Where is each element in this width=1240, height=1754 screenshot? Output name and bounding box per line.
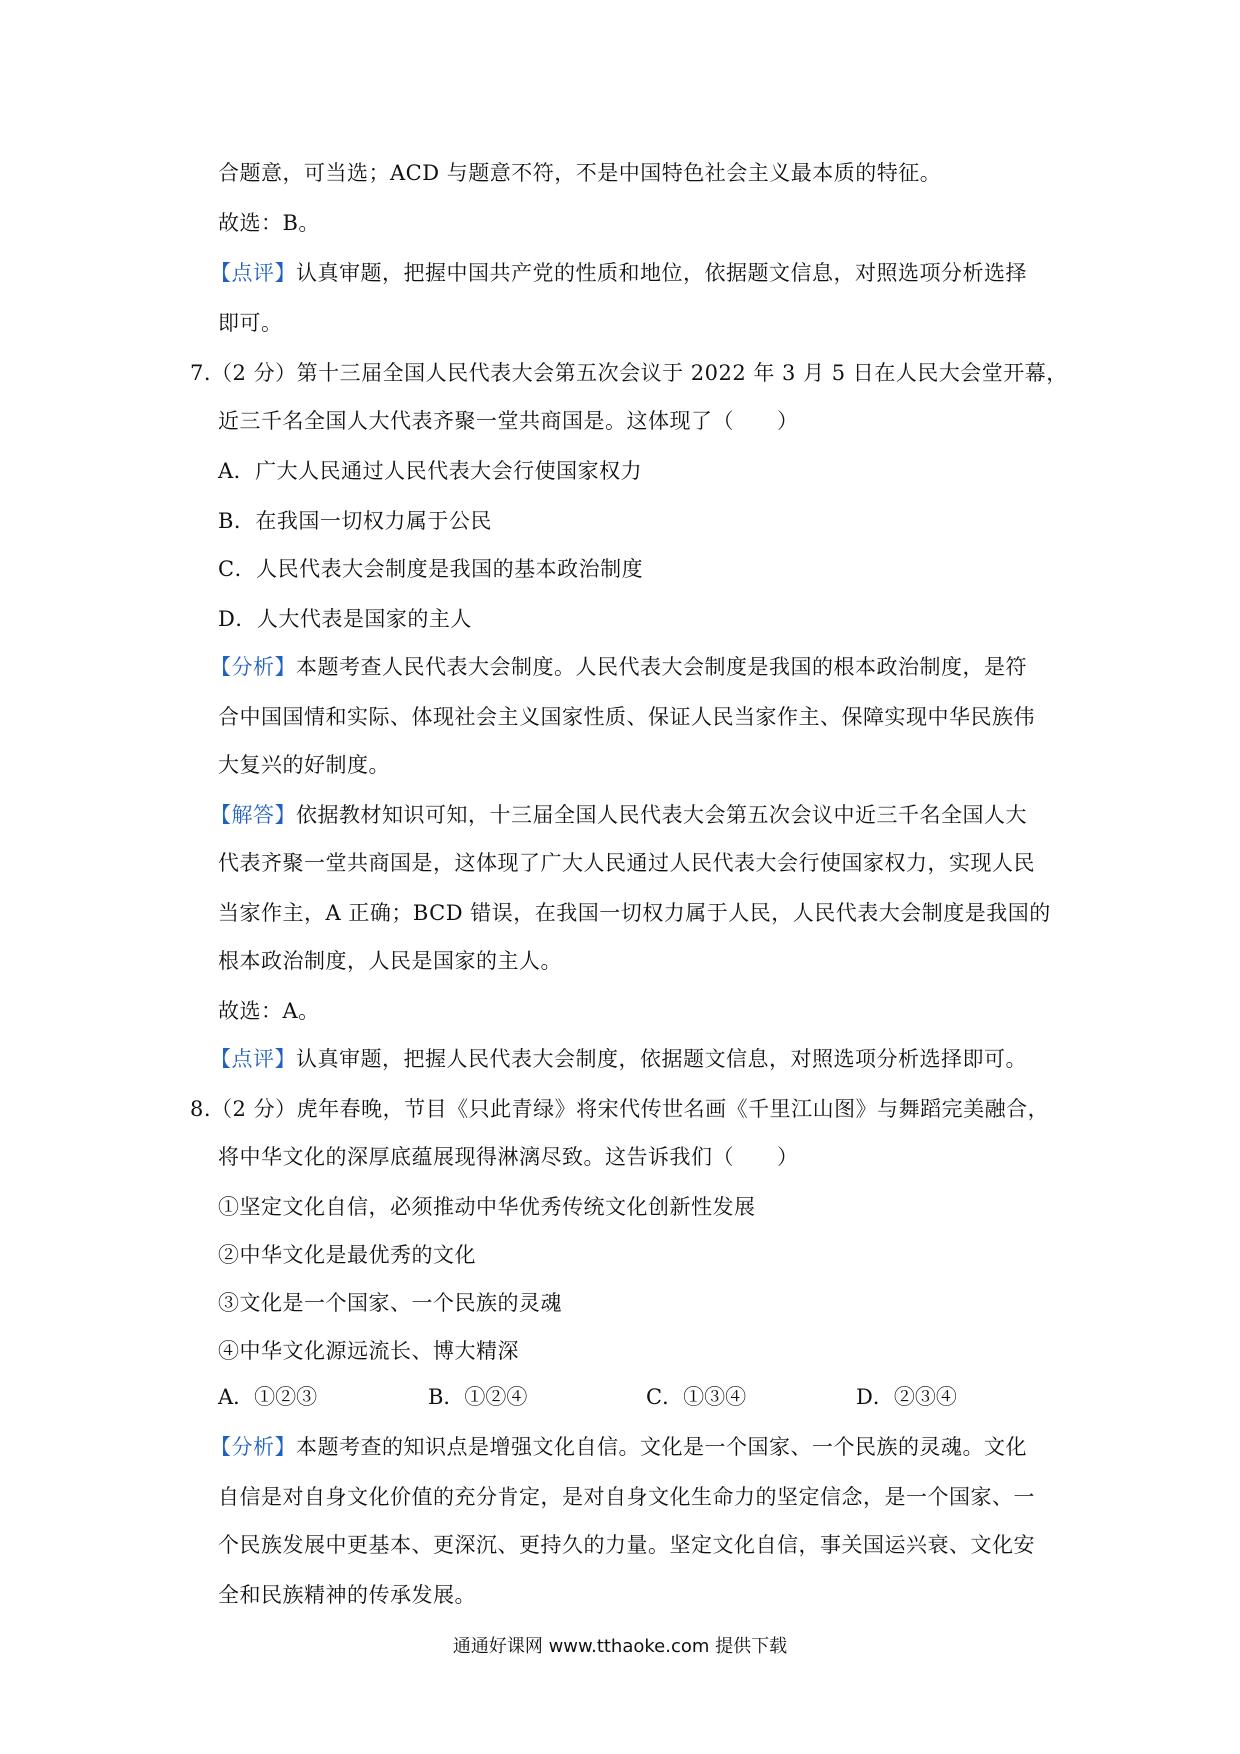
prev-explanation-line: 合题意，可当选；ACD 与题意不符，不是中国特色社会主义最本质的特征。	[218, 161, 942, 185]
q8-statement-2: ②中华文化是最优秀的文化	[218, 1243, 476, 1267]
q7-answer-cont: 代表齐聚一堂共商国是，这体现了广大人民通过人民代表大会行使国家权力，实现人民	[218, 851, 1035, 875]
q8-stem: 8.（2 分）虎年春晚，节目《只此青绿》将宋代传世名画《千里江山图》与舞蹈完美融合，	[190, 1097, 1050, 1121]
q8-analysis-cont: 个民族发展中更基本、更深沉、更持久的力量。坚定文化自信，事关国运兴衰、文化安	[218, 1533, 1035, 1557]
q8-option-d: D．②③④	[856, 1385, 957, 1409]
q7-option-d: D．人大代表是国家的主人	[218, 607, 472, 631]
q8-option-a: A．①②③	[218, 1385, 318, 1409]
review-text: 认真审题，把握人民代表大会制度，依据题文信息，对照选项分析选择即可。	[296, 1047, 1027, 1071]
analysis-tag: 【分析】	[210, 1435, 296, 1459]
q8-option-c: C．①③④	[646, 1385, 747, 1409]
q8-stem-cont: 将中华文化的深厚底蕴展现得淋漓尽致。这告诉我们（ ）	[218, 1145, 799, 1169]
q7-conclusion: 故选：A。	[218, 999, 320, 1023]
prev-review	[210, 258, 1027, 288]
answer-text: 依据教材知识可知，十三届全国人民代表大会第五次会议中近三千名全国人大	[296, 803, 1027, 827]
q7-option-c: C．人民代表大会制度是我国的基本政治制度	[218, 557, 644, 581]
prev-review-cont: 即可。	[218, 311, 283, 335]
q7-answer-cont: 根本政治制度，人民是国家的主人。	[218, 949, 562, 973]
q8-options	[0, 1382, 1240, 1412]
q8-analysis-cont: 自信是对自身文化价值的充分肯定，是对自身文化生命力的坚定信念，是一个国家、一	[218, 1485, 1035, 1509]
q7-option-b: B．在我国一切权力属于公民	[218, 509, 492, 533]
q7-stem: 7.（2 分）第十三届全国人民代表大会第五次会议于 2022 年 3 月 5 日在人民大会堂开幕，	[190, 361, 1068, 385]
q7-analysis	[210, 652, 1027, 682]
review-tag: 【点评】	[210, 1047, 296, 1071]
analysis-text: 本题考查人民代表大会制度。人民代表大会制度是我国的根本政治制度，是符	[296, 655, 1027, 679]
q8-option-b: B．①②④	[428, 1385, 528, 1409]
analysis-text: 本题考查的知识点是增强文化自信。文化是一个国家、一个民族的灵魂。文化	[296, 1435, 1027, 1459]
q7-answer-cont: 当家作主，A 正确；BCD 错误，在我国一切权力属于人民，人民代表大会制度是我国的	[218, 901, 1051, 925]
q7-analysis-cont: 合中国国情和实际、体现社会主义国家性质、保证人民当家作主、保障实现中华民族伟	[218, 705, 1035, 729]
review-tag: 【点评】	[210, 261, 296, 285]
prev-conclusion: 故选：B。	[218, 211, 320, 235]
analysis-tag: 【分析】	[210, 655, 296, 679]
q7-option-a: A．广大人民通过人民代表大会行使国家权力	[218, 459, 643, 483]
answer-tag: 【解答】	[210, 803, 296, 827]
q8-analysis-cont: 全和民族精神的传承发展。	[218, 1583, 476, 1607]
q7-analysis-cont: 大复兴的好制度。	[218, 753, 390, 777]
q8-statement-4: ④中华文化源远流长、博大精深	[218, 1339, 519, 1363]
review-text: 认真审题，把握中国共产党的性质和地位，依据题文信息，对照选项分析选择	[296, 261, 1027, 285]
q8-statement-1: ①坚定文化自信，必须推动中华优秀传统文化创新性发展	[218, 1195, 756, 1219]
q8-statement-3: ③文化是一个国家、一个民族的灵魂	[218, 1291, 562, 1315]
q8-analysis	[210, 1432, 1027, 1462]
q7-review	[210, 1044, 1027, 1074]
page-footer: 通通好课网 www.tthaoke.com 提供下载	[452, 1636, 788, 1657]
q7-answer	[210, 800, 1027, 830]
q7-stem-cont: 近三千名全国人大代表齐聚一堂共商国是。这体现了（ ）	[218, 409, 799, 433]
